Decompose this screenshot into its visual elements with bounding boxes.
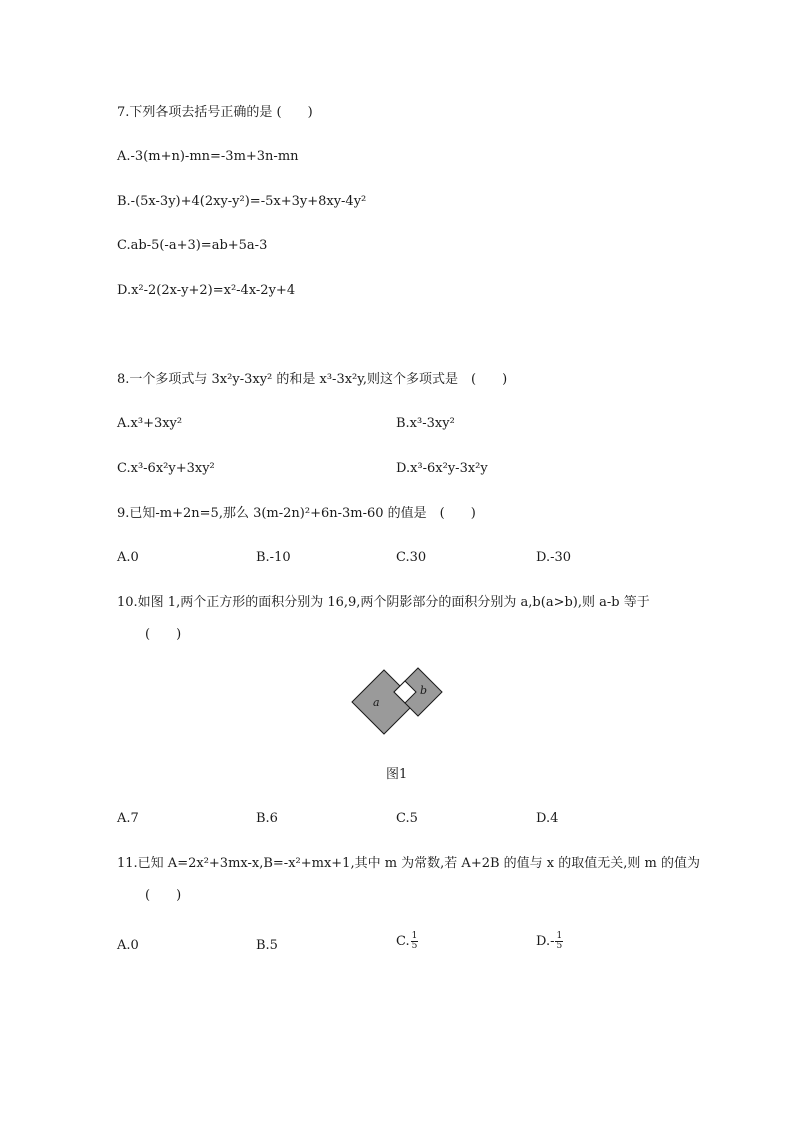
q8-option-a: A.x³+3xy² (117, 416, 183, 431)
q9-option-c: C.30 (396, 550, 427, 565)
squares-diagram (340, 660, 460, 750)
q11-option-d (536, 932, 563, 951)
q11-stem: 11.已知 A=2x²+3mx-x,B=-x²+mx+1,其中 m 为常数,若 A+2B 的值与 x 的取值无关,则 m 的值为 (117, 856, 700, 871)
q10-option-b: B.6 (256, 811, 278, 826)
q9-stem: 9.已知-m+2n=5,那么 3(m-2n)²+6n-3m-60 的值是 ( ) (117, 506, 476, 521)
q9-option-b: B.-10 (256, 550, 291, 565)
fraction-one-fifth (411, 932, 419, 951)
q11-answer-paren: ( ) (145, 888, 182, 903)
q8-option-c: C.x³-6x²y+3xy² (117, 461, 215, 476)
q11-option-c (396, 932, 418, 951)
q7-option-c: C.ab-5(-a+3)=ab+5a-3 (117, 238, 268, 253)
q11-option-d-prefix: D.- (536, 934, 555, 949)
label-a: a (373, 696, 380, 709)
q11-option-b: B.5 (256, 938, 278, 953)
q9-option-d: D.-30 (536, 550, 572, 565)
q11-option-a: A.0 (117, 938, 139, 953)
q7-option-d: D.x²-2(2x-y+2)=x²-4x-2y+4 (117, 283, 296, 298)
q7-stem: 7.下列各项去括号正确的是 ( ) (117, 105, 313, 120)
q10-option-a: A.7 (117, 811, 139, 826)
fraction-negative-one-fifth (555, 932, 563, 951)
label-b: b (420, 684, 428, 697)
fraction-numerator: 1 (556, 931, 563, 941)
q8-option-b: B.x³-3xy² (396, 416, 455, 431)
q7-option-a: A.-3(m+n)-mn=-3m+3n-mn (117, 149, 299, 164)
q8-stem: 8.一个多项式与 3x²y-3xy² 的和是 x³-3x²y,则这个多项式是 ( ) (117, 372, 508, 387)
fraction-denominator: 5 (556, 941, 563, 951)
figure-caption: 图1 (386, 767, 408, 782)
q10-answer-paren: ( ) (145, 627, 182, 642)
q8-option-d: D.x³-6x²y-3x²y (396, 461, 488, 476)
q10-option-c: C.5 (396, 811, 418, 826)
q10-stem: 10.如图 1,两个正方形的面积分别为 16,9,两个阴影部分的面积分别为 a,b(a>b),则 a-b 等于 (117, 595, 650, 610)
q10-option-d: D.4 (536, 811, 559, 826)
q9-option-a: A.0 (117, 550, 139, 565)
q7-option-b: B.-(5x-3y)+4(2xy-y²)=-5x+3y+8xy-4y² (117, 194, 367, 209)
figure-1-squares (340, 660, 460, 750)
q11-option-c-prefix: C. (396, 934, 410, 949)
fraction-denominator: 5 (411, 941, 418, 951)
fraction-numerator: 1 (411, 931, 418, 941)
